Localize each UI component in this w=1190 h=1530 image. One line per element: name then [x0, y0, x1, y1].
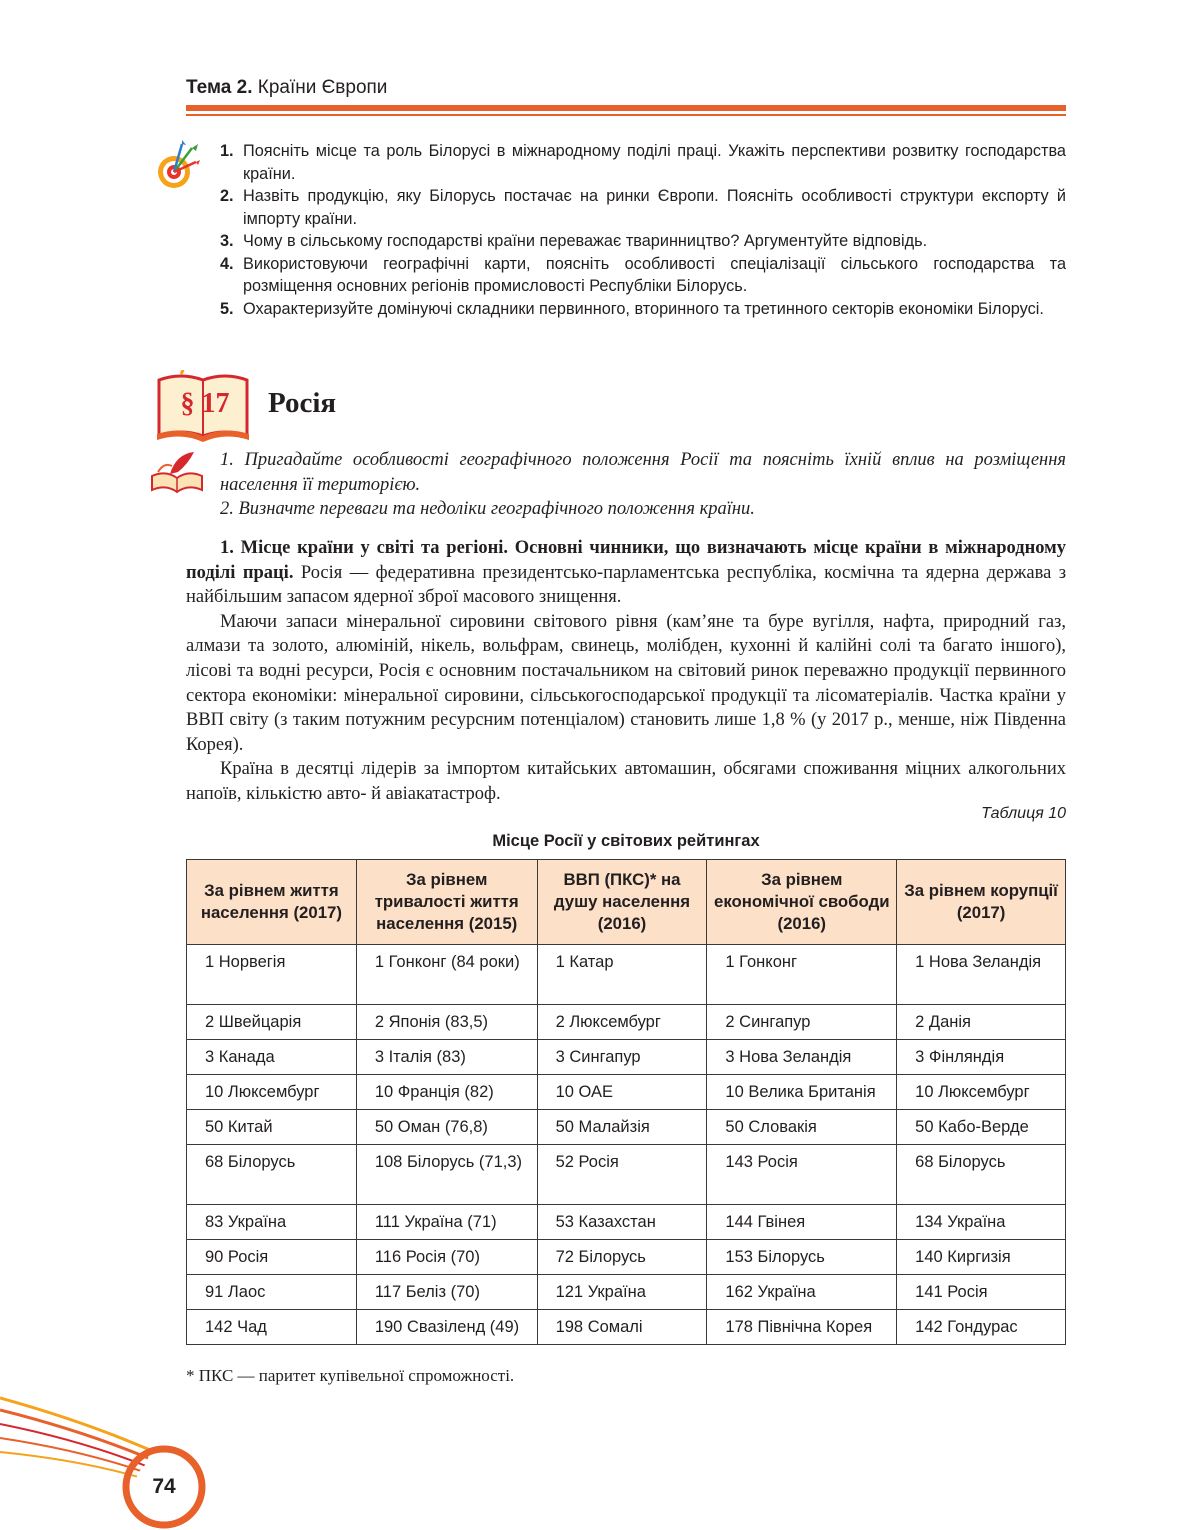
ranking-table	[186, 859, 1066, 1345]
table-row	[187, 1145, 1066, 1205]
table-row	[187, 1110, 1066, 1145]
recall-question: 2. Визначте переваги та недоліки географічного положення країни.	[220, 499, 755, 519]
table-cell: 178 Північна Корея	[707, 1310, 897, 1345]
question-number: 4.	[220, 254, 234, 273]
question-text: Назвіть продукцію, яку Білорусь постачає на ринки Європи. Поясніть особливості структури експорту й імпорту країни.	[243, 187, 1066, 228]
footnote: * ПКС — паритет купівельної спроможності.	[186, 1366, 515, 1385]
question-item	[220, 298, 1066, 321]
table-cell: 140 Киргизія	[897, 1240, 1066, 1275]
table-cell: 50 Оман (76,8)	[356, 1110, 537, 1145]
table-row	[187, 1240, 1066, 1275]
target-arrows-icon	[152, 140, 200, 192]
table-cell: 50 Китай	[187, 1110, 357, 1145]
topic-label: Тема 2.	[186, 77, 253, 98]
question-item	[220, 140, 1066, 185]
table-cell: 10 ОАЕ	[537, 1075, 707, 1110]
table-cell: 3 Сингапур	[537, 1040, 707, 1075]
table-cell: 2 Японія (83,5)	[356, 1005, 537, 1040]
body-text	[186, 536, 1066, 807]
table-cell: 10 Франція (82)	[356, 1075, 537, 1110]
table-cell: 3 Італія (83)	[356, 1040, 537, 1075]
table-cell: 116 Росія (70)	[356, 1240, 537, 1275]
recall-block	[220, 448, 1066, 522]
table-cell: 53 Казахстан	[537, 1205, 707, 1240]
table-cell: 50 Словакія	[707, 1110, 897, 1145]
table-cell: 10 Люксембург	[187, 1075, 357, 1110]
header-rule-thin	[186, 114, 1066, 116]
column-header: За рівнем життя населення (2017)	[187, 860, 357, 945]
question-text: Охарактеризуйте домінуючі складники первинного, вторинного та третинного секторів економіки Білорусі.	[243, 299, 1044, 318]
table-caption: Таблиця 10	[981, 805, 1066, 822]
question-number: 1.	[220, 142, 234, 160]
topic-title: Країни Європи	[257, 77, 388, 98]
table-cell: 3 Нова Зеландія	[707, 1040, 897, 1075]
question-text: Чому в сільському господарстві країни переважає тваринництво? Аргументуйте відповідь.	[243, 232, 928, 250]
column-header: ВВП (ПКС)* на душу населення (2016)	[537, 860, 707, 945]
table-cell: 142 Гондурас	[897, 1310, 1066, 1345]
question-item	[220, 253, 1066, 298]
question-item	[220, 185, 1066, 230]
table-cell: 50 Малайзія	[537, 1110, 707, 1145]
question-number: 5.	[220, 299, 234, 318]
table-cell: 198 Сомалі	[537, 1310, 707, 1345]
table-row	[187, 1205, 1066, 1240]
column-header: За рівнем корупції (2017)	[897, 860, 1066, 945]
section-title: Росія	[268, 387, 337, 419]
table-cell: 162 Україна	[707, 1275, 897, 1310]
table-cell: 108 Білорусь (71,3)	[356, 1145, 537, 1205]
table-cell: 10 Люксембург	[897, 1075, 1066, 1110]
question-item	[220, 230, 1066, 253]
table-cell: 90 Росія	[187, 1240, 357, 1275]
table-row	[187, 1040, 1066, 1075]
question-text: Поясніть місце та роль Білорусі в міжнародному поділі праці. Укажіть перспективи розвитку господарства країни.	[243, 142, 1066, 183]
table-cell: 68 Білорусь	[187, 1145, 357, 1205]
table-cell: 10 Велика Британія	[707, 1075, 897, 1110]
table-cell: 52 Росія	[537, 1145, 707, 1205]
table-row	[187, 945, 1066, 1005]
table-cell: 134 Україна	[897, 1205, 1066, 1240]
table-cell: 153 Білорусь	[707, 1240, 897, 1275]
table-cell: 1 Нова Зеландія	[897, 945, 1066, 1005]
table-row	[187, 1310, 1066, 1345]
table-title: Місце Росії у світових рейтингах	[492, 832, 760, 850]
book-quill-icon	[148, 450, 206, 494]
question-number: 2.	[220, 187, 234, 205]
table-row	[187, 1075, 1066, 1110]
question-text: Використовуючи географічні карти, поясніть особливості спеціалізації сільського господарства та розміщення основних регіонів промисловості Республіки Білорусь.	[243, 254, 1066, 295]
paragraph	[186, 536, 1066, 610]
table-cell: 3 Канада	[187, 1040, 357, 1075]
question-list	[220, 140, 1066, 320]
table-cell: 2 Сингапур	[707, 1005, 897, 1040]
table-cell: 1 Норвегія	[187, 945, 357, 1005]
header-rule	[186, 105, 1066, 111]
question-number: 3.	[220, 232, 234, 250]
paragraph: Маючи запаси мінеральної сировини світового рівня (кам’яне та буре вугілля, нафта, природний газ, алмази та золото, алюміній, нікель, вольфрам, свинець, молібден, кухонні й калійні солі та багато іншого), лісові та водні ресурси, Росія є основним постачальником на світовий ринок переважно продукції первинного сектора економіки: мінеральної сировини, сільськогосподарської продукції та лісоматеріалів. Частка країни у ВВП світу (з таким потужним ресурсним потенціалом) становить лише 1,8 % (у 2017 р., менше, ніж Південна Корея).	[186, 611, 1066, 755]
table-cell: 91 Лаос	[187, 1275, 357, 1310]
section-number: § 17	[180, 388, 230, 419]
table-cell: 141 Росія	[897, 1275, 1066, 1310]
paragraph-text: Росія — федеративна президентсько-парламентська республіка, космічна та ядерна держава з найбільшим запасом ядерної зброї масового знищення.	[186, 562, 1067, 608]
subsection-heading: 1. Місце країни у світі та регіоні. Основні чинники, що визначають місце країни в міжнародному поділі праці.	[186, 538, 1066, 583]
table-cell: 1 Гонконг (84 роки)	[356, 945, 537, 1005]
table-row	[187, 1005, 1066, 1040]
table-cell: 50 Кабо-Верде	[897, 1110, 1066, 1145]
table-cell: 117 Беліз (70)	[356, 1275, 537, 1310]
table-cell: 142 Чад	[187, 1310, 357, 1345]
table-cell: 3 Фінляндія	[897, 1040, 1066, 1075]
table-header-row	[187, 860, 1066, 945]
table-cell: 2 Данія	[897, 1005, 1066, 1040]
column-header: За рівнем економічної свободи (2016)	[707, 860, 897, 945]
table-cell: 144 Гвінея	[707, 1205, 897, 1240]
table-cell: 68 Білорусь	[897, 1145, 1066, 1205]
running-head	[186, 77, 387, 99]
table-row	[187, 1275, 1066, 1310]
recall-question: 1. Пригадайте особливості географічного положення Росії та поясніть їхній вплив на розміщення населення її територією.	[220, 450, 1066, 495]
table-cell: 2 Люксембург	[537, 1005, 707, 1040]
table-cell: 1 Катар	[537, 945, 707, 1005]
column-header: За рівнем тривалості життя населення (2015)	[356, 860, 537, 945]
table-cell: 111 Україна (71)	[356, 1205, 537, 1240]
table-cell: 2 Швейцарія	[187, 1005, 357, 1040]
table-cell: 72 Білорусь	[537, 1240, 707, 1275]
table-cell: 143 Росія	[707, 1145, 897, 1205]
table-cell: 83 Україна	[187, 1205, 357, 1240]
table-cell: 1 Гонконг	[707, 945, 897, 1005]
paragraph: Країна в десятці лідерів за імпортом китайських автомашин, обсягами споживання міцних алкогольних напоїв, кількістю авто- й авіакатастроф.	[186, 759, 1066, 804]
page-number: 74	[152, 1475, 176, 1498]
table-cell: 190 Свазіленд (49)	[356, 1310, 537, 1345]
table-cell: 121 Україна	[537, 1275, 707, 1310]
